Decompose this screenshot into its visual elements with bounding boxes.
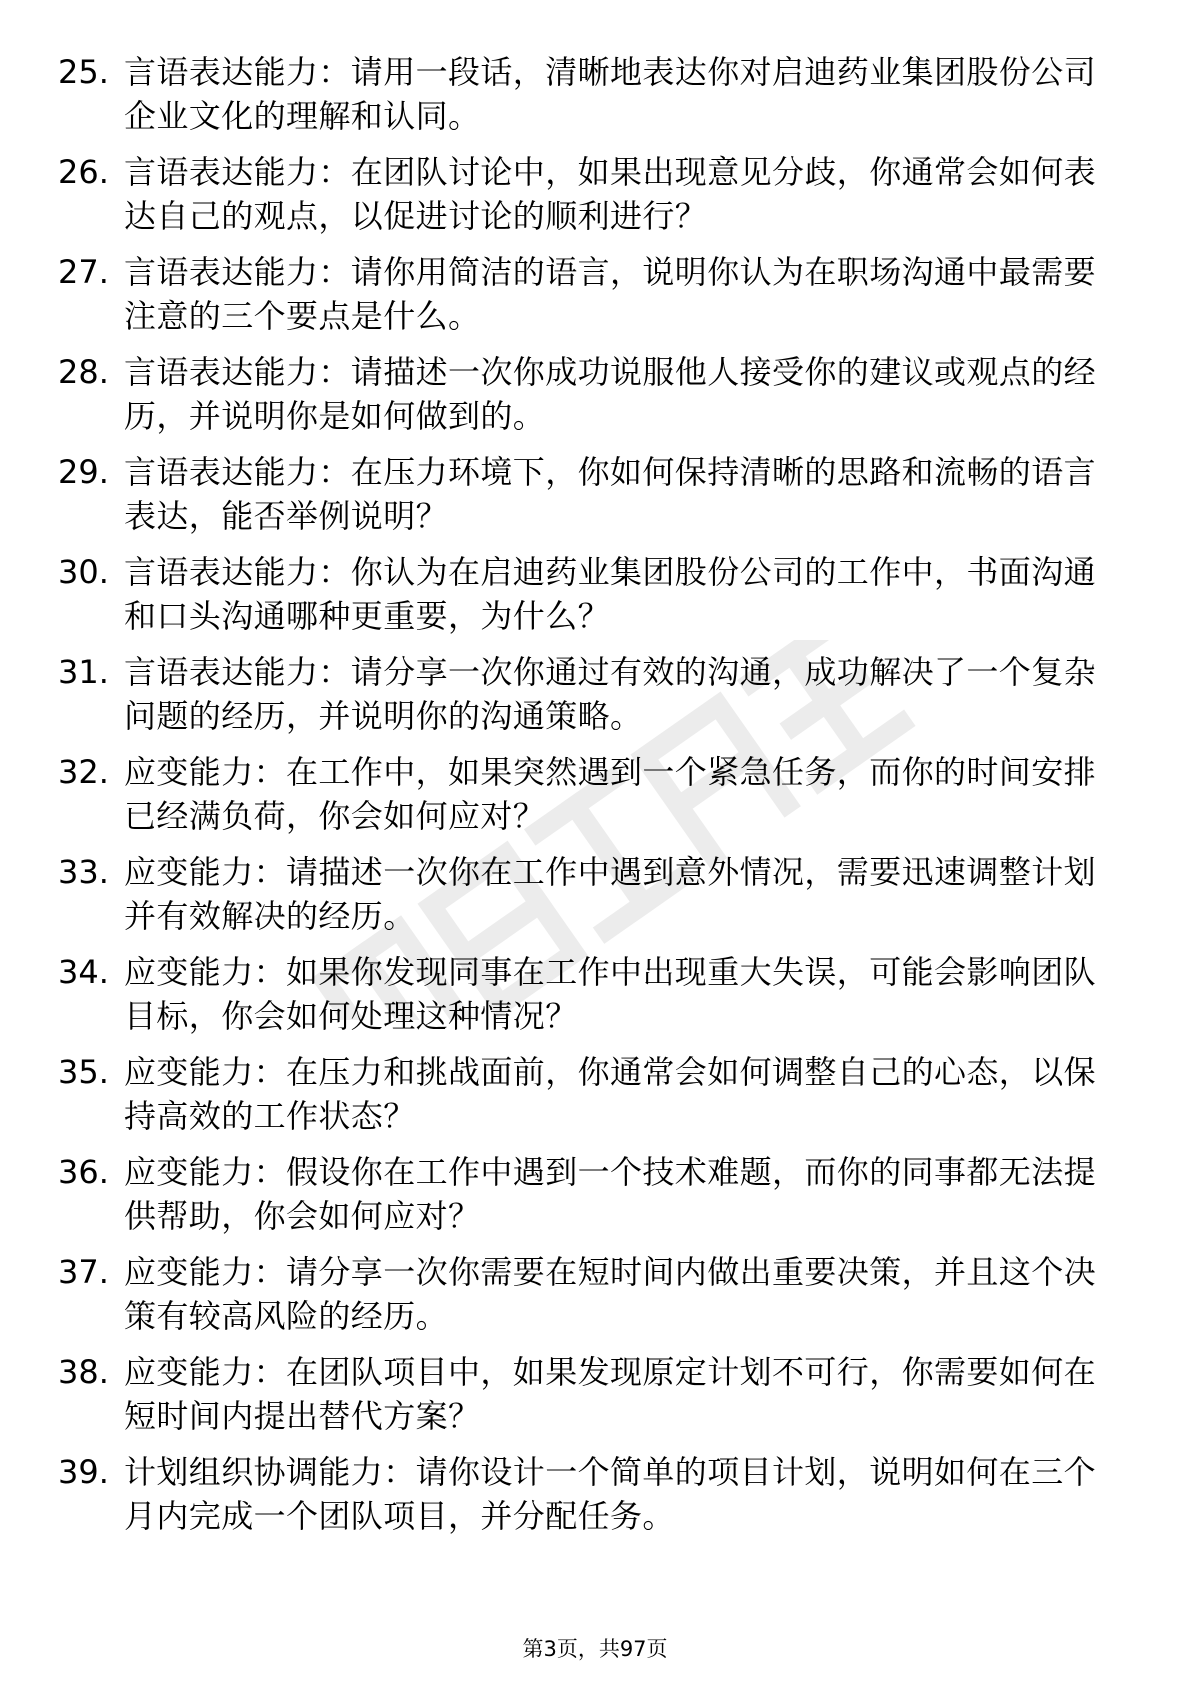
question-text: 应变能力：在团队项目中，如果发现原定计划不可行，你需要如何在短时间内提出替代方案？ bbox=[124, 1353, 1097, 1435]
question-item bbox=[50, 250, 1140, 350]
question-text: 应变能力：如果你发现同事在工作中出现重大失误，可能会影响团队目标，你会如何处理这种情况？ bbox=[124, 953, 1097, 1035]
question-number: 29. bbox=[58, 453, 109, 491]
question-number: 28. bbox=[58, 353, 109, 391]
question-text: 言语表达能力：请用一段话，清晰地表达你对启迪药业集团股份公司企业文化的理解和认同。 bbox=[124, 53, 1097, 135]
question-item bbox=[50, 1450, 1140, 1550]
question-text: 应变能力：请分享一次你需要在短时间内做出重要决策，并且这个决策有较高风险的经历。 bbox=[124, 1253, 1097, 1335]
question-number: 36. bbox=[58, 1153, 109, 1191]
question-text: 言语表达能力：请描述一次你成功说服他人接受你的建议或观点的经历，并说明你是如何做到的。 bbox=[124, 353, 1097, 435]
question-item bbox=[50, 150, 1140, 250]
question-item bbox=[50, 450, 1140, 550]
page-footer: 第3页，共97页 bbox=[522, 1637, 668, 1661]
question-item bbox=[50, 1250, 1140, 1350]
question-number: 26. bbox=[58, 153, 109, 191]
question-item bbox=[50, 350, 1140, 450]
question-text: 应变能力：在压力和挑战面前，你通常会如何调整自己的心态，以保持高效的工作状态？ bbox=[124, 1053, 1097, 1135]
question-number: 27. bbox=[58, 253, 109, 291]
question-text: 言语表达能力：请你用简洁的语言，说明你认为在职场沟通中最需要注意的三个要点是什么。 bbox=[124, 253, 1097, 335]
question-number: 38. bbox=[58, 1353, 109, 1391]
question-list bbox=[50, 50, 1140, 1550]
question-text: 言语表达能力：你认为在启迪药业集团股份公司的工作中，书面沟通和口头沟通哪种更重要，为什么？ bbox=[124, 553, 1097, 635]
question-number: 37. bbox=[58, 1253, 109, 1291]
question-number: 39. bbox=[58, 1453, 109, 1491]
question-item bbox=[50, 650, 1140, 750]
question-number: 32. bbox=[58, 753, 109, 791]
question-item bbox=[50, 1050, 1140, 1150]
question-item bbox=[50, 950, 1140, 1050]
question-text: 计划组织协调能力：请你设计一个简单的项目计划，说明如何在三个月内完成一个团队项目，并分配任务。 bbox=[124, 1453, 1097, 1535]
question-number: 25. bbox=[58, 53, 109, 91]
question-text: 言语表达能力：在团队讨论中，如果出现意见分歧，你通常会如何表达自己的观点，以促进讨论的顺利进行？ bbox=[124, 153, 1097, 235]
question-number: 31. bbox=[58, 653, 109, 691]
question-item bbox=[50, 50, 1140, 150]
question-number: 35. bbox=[58, 1053, 109, 1091]
question-item bbox=[50, 850, 1140, 950]
question-item bbox=[50, 550, 1140, 650]
question-text: 言语表达能力：请分享一次你通过有效的沟通，成功解决了一个复杂问题的经历，并说明你的沟通策略。 bbox=[124, 653, 1097, 735]
question-item bbox=[50, 1350, 1140, 1450]
question-number: 30. bbox=[58, 553, 109, 591]
question-number: 34. bbox=[58, 953, 109, 991]
question-text: 应变能力：假设你在工作中遇到一个技术难题，而你的同事都无法提供帮助，你会如何应对？ bbox=[124, 1153, 1097, 1235]
question-text: 应变能力：请描述一次你在工作中遇到意外情况，需要迅速调整计划并有效解决的经历。 bbox=[124, 853, 1097, 935]
question-item bbox=[50, 750, 1140, 850]
question-text: 言语表达能力：在压力环境下，你如何保持清晰的思路和流畅的语言表达，能否举例说明？ bbox=[124, 453, 1097, 535]
question-number: 33. bbox=[58, 853, 109, 891]
question-text: 应变能力：在工作中，如果突然遇到一个紧急任务，而你的时间安排已经满负荷，你会如何应对？ bbox=[124, 753, 1097, 835]
question-item bbox=[50, 1150, 1140, 1250]
